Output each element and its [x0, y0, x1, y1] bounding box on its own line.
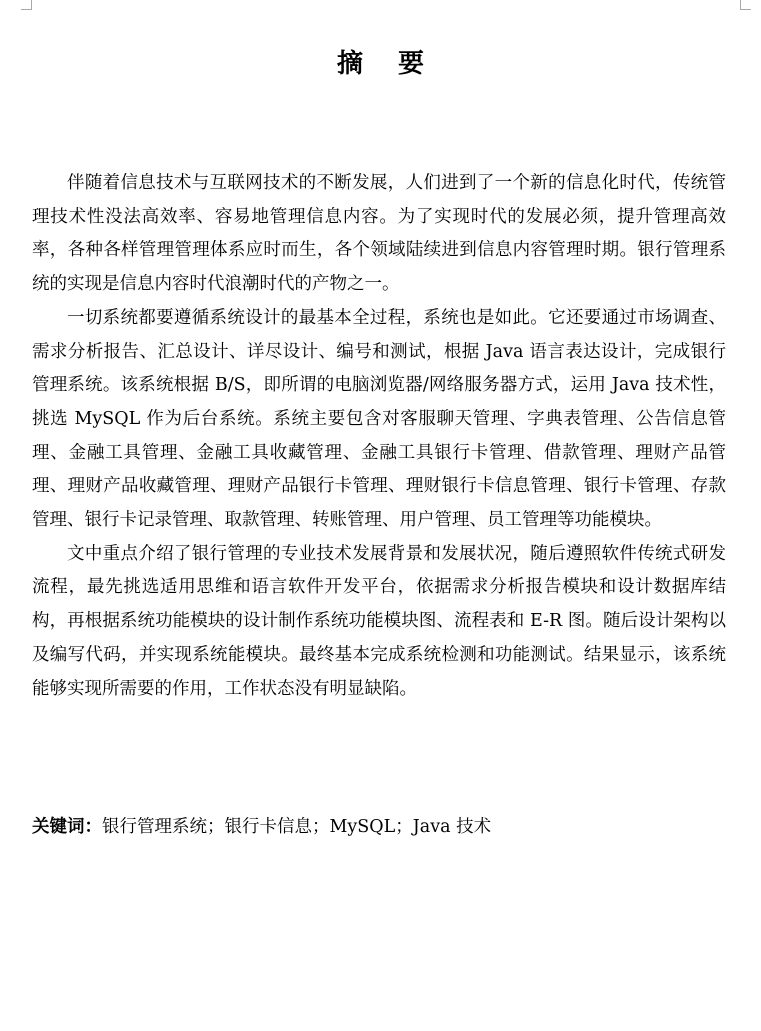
keywords-list: 银行管理系统；银行卡信息；MySQL；Java 技术 [102, 817, 492, 837]
keywords-label: 关键词： [32, 817, 102, 837]
page-corner-mark-left [21, 0, 32, 10]
abstract-body [32, 167, 726, 706]
abstract-paragraph-2: 一切系统都要遵循系统设计的最基本全过程，系统也是如此。它还要通过市场调查、需求分析报告、汇总设计、详尽设计、编号和测试，根据 Java 语言表达设计，完成银行管理系统。该系统根据 B/S，即所谓的电脑浏览器/网络服务器方式，运用 Java 技术性，挑选 MySQL 作为后台系统。系统主要包含对客服聊天管理、字典表管理、公告信息管理、金融工具管理、金融工具收藏管理、金融工具银行卡管理、借款管理、理财产品管理、理财产品收藏管理、理财产品银行卡管理、理财银行卡信息管理、银行卡管理、存款管理、银行卡记录管理、取款管理、转账管理、用户管理、员工管理等功能模块。 [32, 307, 726, 531]
page-title: 摘 要 [336, 49, 438, 79]
keywords-line [32, 812, 726, 842]
page-corner-mark-right [740, 0, 751, 10]
abstract-paragraph-1: 伴随着信息技术与互联网技术的不断发展，人们进到了一个新的信息化时代，传统管理技术性没法高效率、容易地管理信息内容。为了实现时代的发展必须，提升管理高效率，各种各样管理管理体系应时而生，各个领域陆续进到信息内容管理时期。银行管理系统的实现是信息内容时代浪潮时代的产物之一。 [32, 173, 726, 295]
abstract-paragraph-3: 文中重点介绍了银行管理的专业技术发展背景和发展状况，随后遵照软件传统式研发流程，最先挑选适用思维和语言软件开发平台，依据需求分析报告模块和设计数据库结构，再根据系统功能模块的设计制作系统功能模块图、流程表和 E-R 图。随后设计架构以及编写代码，并实现系统能模块。最终基本完成系统检测和功能测试。结果显示，该系统能够实现所需要的作用，工作状态没有明显缺陷。 [32, 543, 726, 699]
